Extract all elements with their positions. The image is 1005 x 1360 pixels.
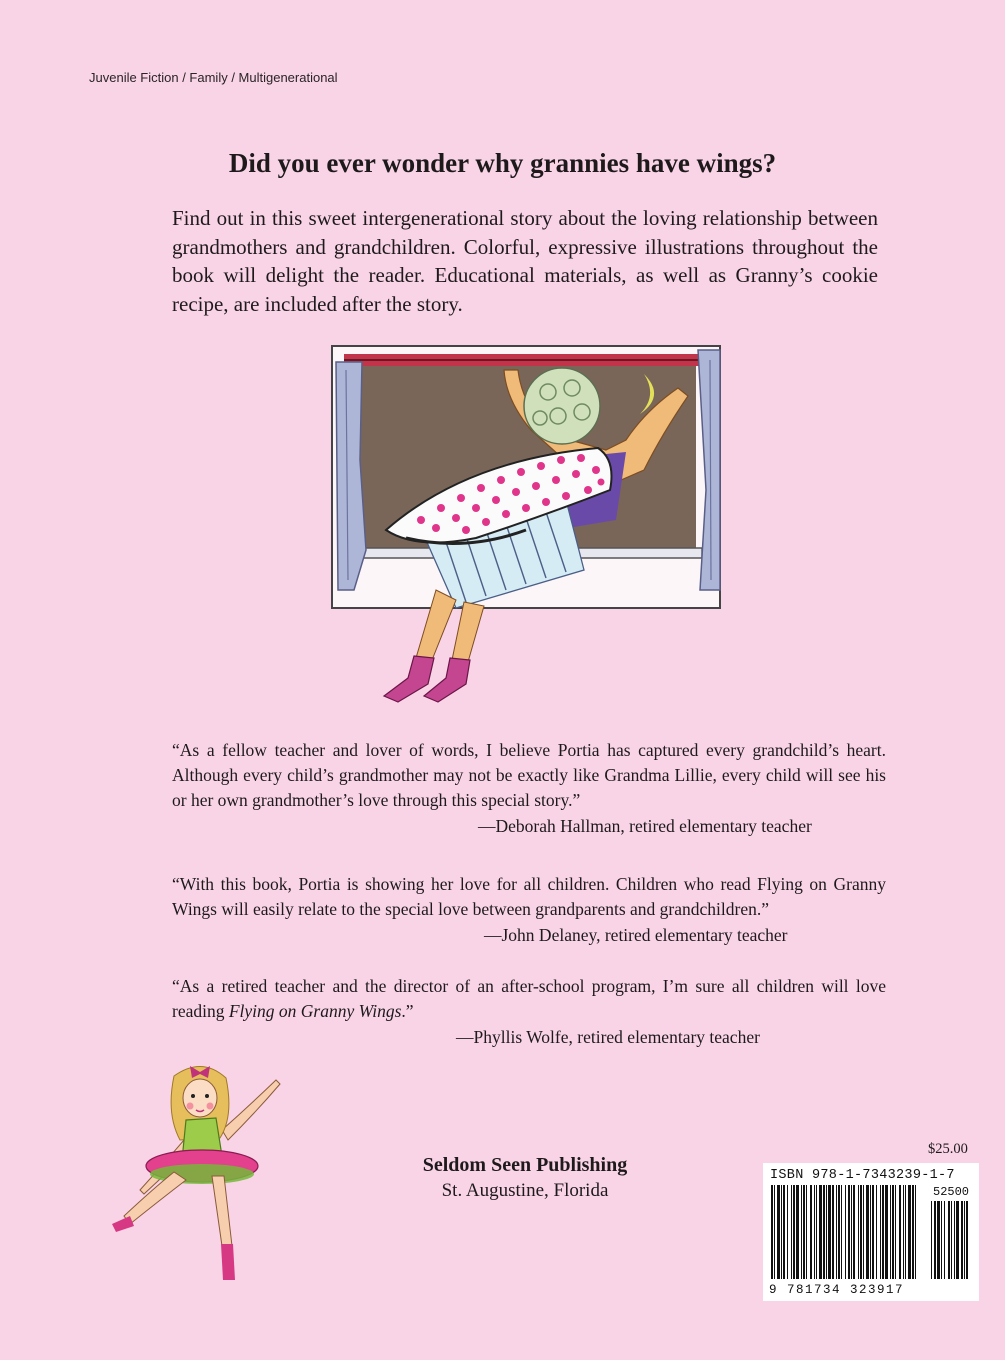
barcode-bar (806, 1185, 807, 1279)
barcode-bar (870, 1185, 871, 1279)
barcode-bar (774, 1185, 775, 1279)
testimonial-1 (172, 738, 886, 839)
isbn-barcode (763, 1163, 979, 1301)
barcode-bar (866, 1185, 869, 1279)
barcode-addon-bar (937, 1201, 940, 1279)
barcode-bar (903, 1185, 904, 1279)
barcode-bar (885, 1185, 888, 1279)
barcode-bar (816, 1185, 817, 1279)
testimonial-text-after: .” (401, 1001, 414, 1021)
barcode-bar (848, 1185, 850, 1279)
testimonial-attribution: —John Delaney, retired elementary teacher (484, 925, 788, 945)
barcode-bar (793, 1185, 795, 1279)
barcode-bar (858, 1185, 859, 1279)
barcode-addon-bar (966, 1201, 968, 1279)
barcode-addon-bar (948, 1201, 950, 1279)
barcode-addon-bar (964, 1201, 965, 1279)
barcode-bar (787, 1185, 788, 1279)
barcode-bar (814, 1185, 815, 1279)
barcode-bar (796, 1185, 799, 1279)
barcode-bar (845, 1185, 846, 1279)
barcode-bar (803, 1185, 805, 1279)
headline: Did you ever wonder why grannies have wings? (228, 148, 777, 178)
barcode-bar (801, 1185, 802, 1279)
barcode-bar (819, 1185, 822, 1279)
testimonial-text-before: “As a retired teacher and the director of an after-school program, I’m sure all children will love reading (172, 976, 886, 1021)
testimonial-attribution: —Phyllis Wolfe, retired elementary teacher (456, 1027, 760, 1047)
testimonial-3 (172, 974, 886, 1050)
barcode-addon-bar (951, 1201, 952, 1279)
blurb-paragraph: Find out in this sweet intergenerational story about the loving relationship between grandmothers and grandchildren. Colorful, expressive illustrations throughout the book will delight the reader. Educational materials, as well as Granny’s cookie recipe, are included after the story. (172, 206, 878, 316)
barcode-bar (791, 1185, 792, 1279)
barcode-bar (880, 1185, 881, 1279)
barcode-bar (810, 1185, 812, 1279)
barcode-bar (823, 1185, 825, 1279)
testimonial-text: “With this book, Portia is showing her love for all children. Children who read Flying on Granny Wings will easily relate to the special love between grandparents and grandchildren.” (172, 874, 886, 919)
barcode-addon-bar (931, 1201, 932, 1279)
testimonial-2 (172, 872, 886, 948)
barcode-bar (890, 1185, 891, 1279)
barcode-bar (832, 1185, 834, 1279)
publisher-name: Seldom Seen Publishing (422, 1154, 628, 1176)
barcode-bar (912, 1185, 914, 1279)
isbn-label: ISBN 978-1-7343239-1-7 (770, 1168, 955, 1183)
book-title-italic: Flying on Granny Wings (228, 1001, 402, 1021)
ballerina-illustration (104, 1056, 289, 1288)
barcode-bar (863, 1185, 864, 1279)
ean-digits: 9 781734 323917 (769, 1283, 905, 1297)
barcode-bar (892, 1185, 894, 1279)
testimonial-attribution: —Deborah Hallman, retired elementary teacher (478, 816, 812, 836)
barcode-bar (860, 1185, 862, 1279)
barcode-bar (876, 1185, 877, 1279)
barcode-bar (905, 1185, 906, 1279)
barcode-addon-bar (954, 1201, 955, 1279)
barcode-bar (781, 1185, 782, 1279)
barcode-addon-bar (941, 1201, 942, 1279)
barcode-bar (771, 1185, 773, 1279)
testimonial-text: “As a fellow teacher and lover of words, I believe Portia has captured every grandchild’s heart. Although every child’s grandmother may not be exactly like Grandma Lillie, every child will see his or her own grandmother’s love through this special story.” (172, 740, 886, 810)
price-code: 52500 (933, 1185, 970, 1199)
barcode-bar (826, 1185, 827, 1279)
barcode-bars-icon (767, 1185, 975, 1285)
barcode-bar (853, 1185, 855, 1279)
price-label: $25.00 (928, 1141, 968, 1157)
barcode-addon-bar (956, 1201, 959, 1279)
barcode-bar (841, 1185, 842, 1279)
barcode-bar (915, 1185, 916, 1279)
barcode-bar (836, 1185, 837, 1279)
testimonial-text (172, 974, 886, 1024)
barcode-bar (838, 1185, 840, 1279)
flying-granny-illustration (326, 340, 726, 710)
publisher-location: St. Augustine, Florida (441, 1180, 609, 1201)
barcode-bar (828, 1185, 831, 1279)
publisher-block (400, 1154, 650, 1202)
barcode-bar (895, 1185, 896, 1279)
barcode-bar (783, 1185, 785, 1279)
barcode-addon-bar (944, 1201, 945, 1279)
barcode-bar (777, 1185, 780, 1279)
barcode-bar (908, 1185, 911, 1279)
category-label: Juvenile Fiction / Family / Multigenerational (89, 70, 338, 85)
barcode-bar (882, 1185, 884, 1279)
barcode-addon-bar (934, 1201, 936, 1279)
barcode-bar (851, 1185, 852, 1279)
barcode-addon-bar (961, 1201, 963, 1279)
barcode-bar (899, 1185, 901, 1279)
barcode-bar (872, 1185, 874, 1279)
